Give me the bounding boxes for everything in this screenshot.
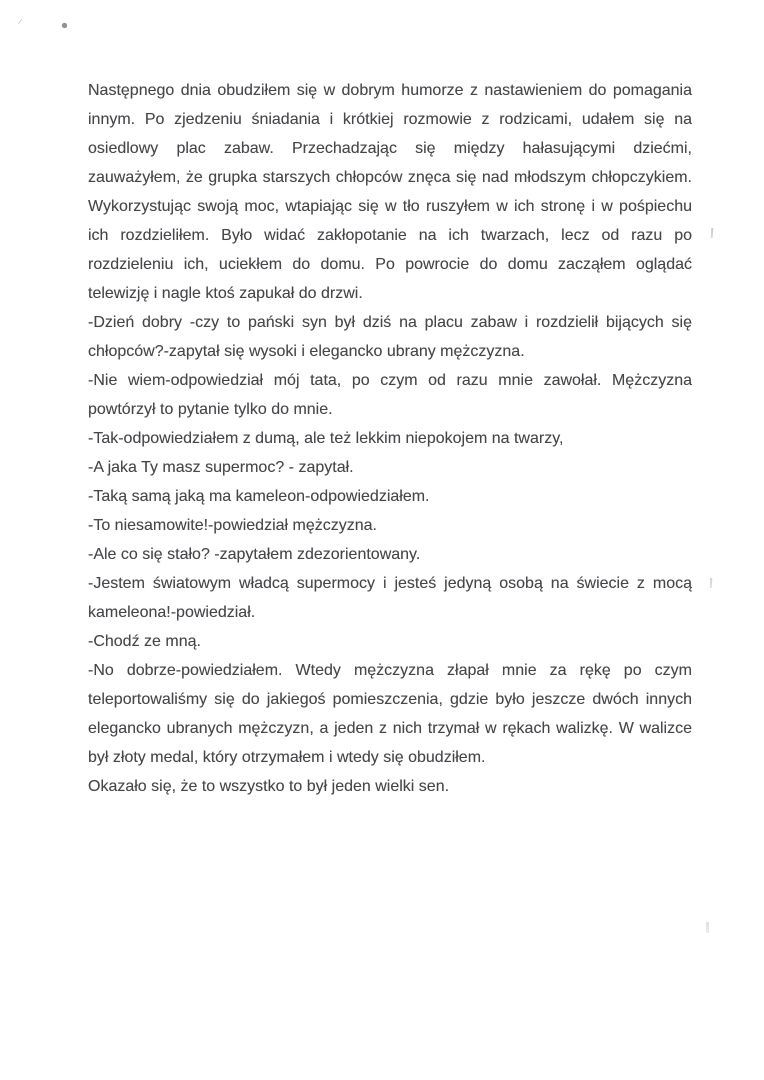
- paragraph-dialogue-chodz-ze-mna: -Chodź ze mną.: [88, 633, 201, 650]
- paragraph-narration-teleportacja: -No dobrze-powiedziałem. Wtedy mężczyzna złapał mnie za rękę po czym teleportowaliśmy się do jakiegoś pomieszczenia, gdzie było jeszcze dwóch innych elegancko ubranych mężczyzn, a jeden z nich trzymał w rękach walizkę. W walizce był złoty medal, który otrzymałem i wtedy się obudziłem.: [88, 662, 692, 766]
- paragraph-dialogue-nie-wiem: -Nie wiem-odpowiedział mój tata, po czym od razu mnie zawołał. Mężczyzna powtórzył to pytanie tylko do mnie.: [88, 372, 692, 418]
- scan-speck-right-margin-upper: [711, 228, 714, 238]
- essay-text: [88, 76, 692, 801]
- scan-speck-dot-top-left: [62, 23, 67, 28]
- scan-speck-right-margin-lower: [706, 922, 709, 933]
- paragraph-dialogue-wladca-supermocy: -Jestem światowym władcą supermocy i jesteś jedyną osobą na świecie z mocą kameleona!-powiedział.: [88, 575, 692, 621]
- paragraph-narration-zakonczenie: Okazało się, że to wszystko to był jeden wielki sen.: [88, 778, 450, 795]
- paragraph-dialogue-jaka-supermoc: -A jaka Ty masz supermoc? - zapytał.: [88, 459, 354, 476]
- scan-speck-right-margin-middle: [710, 578, 713, 588]
- paragraph-narration-intro: Następnego dnia obudziłem się w dobrym humorze z nastawieniem do pomagania innym. Po zjedzeniu śniadania i krótkiej rozmowie z rodzicami, udałem się na osiedlowy plac zabaw. Przechadzając się między hałasującymi dziećmi, zauważyłem, że grupka starszych chłopców znęca się nad młodszym chłopczykiem. Wykorzystując swoją moc, wtapiając się w tło ruszyłem w ich stronę i w pośpiechu ich rozdzieliłem. Było widać zakłopotanie na ich twarzach, lecz od razu po rozdzieleniu ich, uciekłem do domu. Po powrocie do domu zacząłem oglądać telewizję i nagle ktoś zapukał do drzwi.: [88, 82, 692, 302]
- paragraph-dialogue-dzien-dobry: -Dzień dobry -czy to pański syn był dziś na placu zabaw i rozdzielił bijących się chłopców?-zapytał się wysoki i elegancko ubrany mężczyzna.: [88, 314, 692, 360]
- paragraph-dialogue-tak: -Tak-odpowiedziałem z dumą, ale też lekkim niepokojem na twarzy,: [88, 430, 564, 447]
- paragraph-dialogue-co-sie-stalo: -Ale co się stało? -zapytałem zdezorientowany.: [88, 546, 421, 563]
- paragraph-dialogue-kameleon: -Taką samą jaką ma kameleon-odpowiedziałem.: [88, 488, 430, 505]
- scan-speck-tick-top-left: [18, 19, 26, 27]
- paragraph-dialogue-niesamowite: -To niesamowite!-powiedział mężczyzna.: [88, 517, 377, 534]
